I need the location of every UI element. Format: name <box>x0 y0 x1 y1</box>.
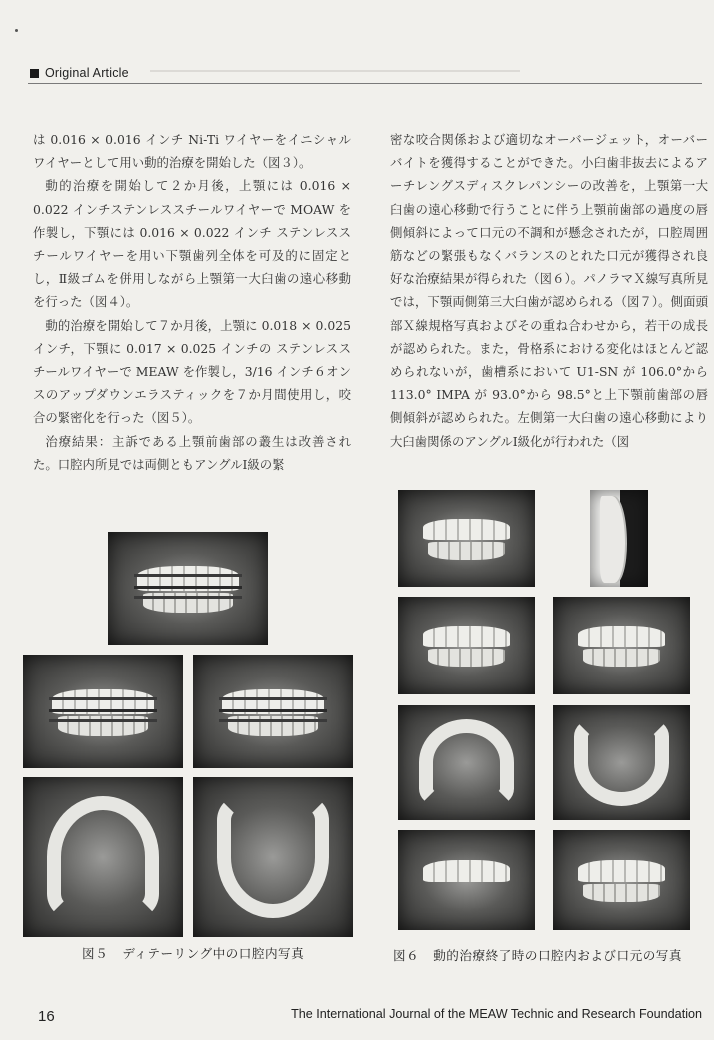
fig6-photo-upper-occlusal <box>398 705 535 820</box>
fig5-number: 図５ <box>82 946 109 961</box>
fig6-photo-left-buccal <box>553 597 690 694</box>
fig5-photo-frontal <box>108 532 268 645</box>
paragraph: 治療結果：主訴である上顎前歯部の叢生は改善された。口腔内所見では両側ともアングルⅠ級の緊 <box>33 433 351 472</box>
square-bullet-icon <box>30 69 39 78</box>
journal-title: The International Journal of the MEAW Technic and Research Foundation <box>291 1007 702 1021</box>
fig6-photo-frontal <box>553 830 690 930</box>
fig5-caption-text: ディテーリング中の口腔内写真 <box>122 946 305 961</box>
fig6-photo-profile <box>590 490 648 587</box>
bleed-through-line <box>150 70 520 72</box>
fig6-photo-smile <box>398 490 535 587</box>
fig6-caption-text: 動的治療終了時の口腔内および口元の写真 <box>433 948 682 963</box>
header-rule <box>28 83 702 84</box>
paragraph: は 0.016 × 0.016 インチ Ni-Ti ワイヤーをイニシャルワイヤーとして用い動的治療を開始した（図３）。 <box>33 132 351 171</box>
fig5-photo-right-buccal <box>23 655 183 768</box>
fig5-caption <box>82 943 304 962</box>
paragraph: 動的治療を開始して２か月後，上顎には 0.016 × 0.022 インチステンレススチールワイヤーで MOAW を作製し，下顎には 0.016 × 0.022 インチ ステンレススチールワイヤーを用い下顎歯列全体を可及的に固定とし，Ⅱ級ゴムを併用しながら上顎第一大臼歯の遠心移動を行った（図４）。 <box>33 178 351 310</box>
section-label-text: Original Article <box>45 66 129 80</box>
scan-speck <box>15 29 18 32</box>
section-label <box>30 66 129 80</box>
fig5-photo-left-buccal <box>193 655 353 768</box>
fig5-photo-upper-occlusal <box>23 777 183 937</box>
fig6-photo-lateral-incisors <box>398 830 535 930</box>
right-text-column <box>390 128 708 453</box>
page-number: 16 <box>38 1008 55 1025</box>
fig6-caption <box>393 945 682 964</box>
paragraph: 密な咬合関係および適切なオーバージェット，オーバーバイトを獲得することができた。小臼歯非抜去によるアーチレングスディスクレパンシーの改善を，上顎第一大臼歯の遠心移動で行うことに伴う上顎前歯部の過度の唇側傾斜によって口元の不調和が懸念されたが，口腔周囲筋などの緊張もなくバランスのとれた口元が獲得され良好な治療結果が得られた（図６）。パノラマＸ線写真所見では，下顎両側第三大臼歯が認められる（図７）。側面頭部Ｘ線規格写真およびその重ね合わせから，若干の成長が認められた。また，骨格系における変化はほとんど認められないが，歯槽系において U1-SN が 106.0°から 113.0° IMPA が 93.0°から 98.5°と上下顎前歯部の唇側傾斜が認められた。左側第一大臼歯の遠心移動により大臼歯関係のアングルⅠ級化が行われた（図 <box>390 132 708 449</box>
left-text-column <box>33 128 351 476</box>
paragraph: 動的治療を開始して７か月後，上顎に 0.018 × 0.025 インチ，下顎に 0.017 × 0.025 インチの ステンレススチールワイヤーで MEAW を作製し，3/16 インチ６オンスのアップダウンエラスティックを７か月間使用し，咬合の緊密化を行った（図５）。 <box>33 317 351 426</box>
fig6-number: 図６ <box>393 948 420 963</box>
fig5-photo-lower-occlusal <box>193 777 353 937</box>
fig6-photo-right-buccal <box>398 597 535 694</box>
fig6-photo-lower-occlusal <box>553 705 690 820</box>
